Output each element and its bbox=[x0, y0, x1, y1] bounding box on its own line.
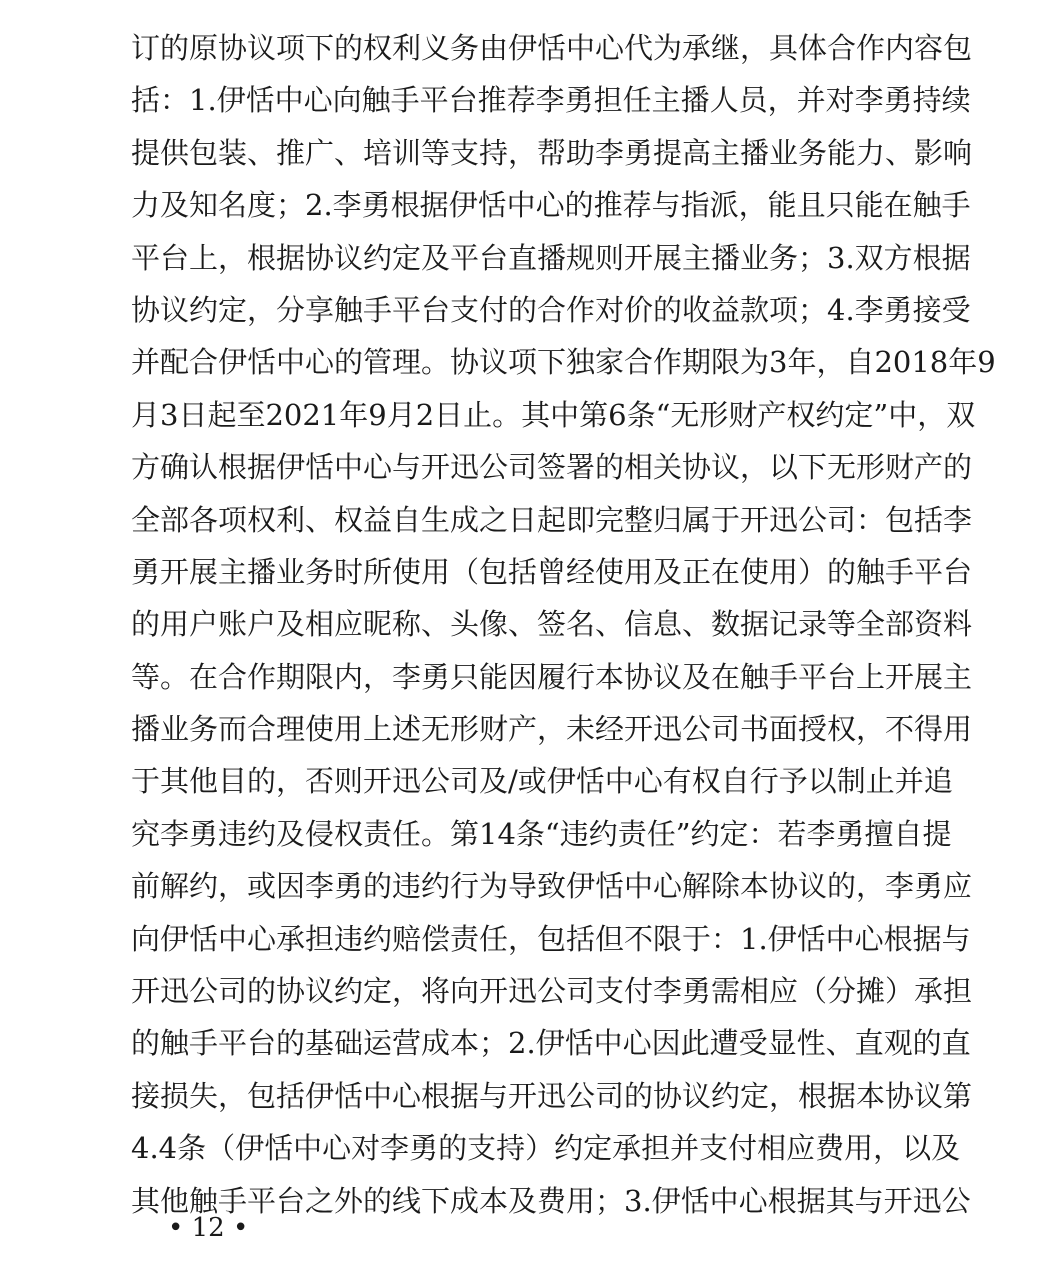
text-line: 协议约定，分享触手平台支付的合作对价的收益款项；4.李勇接受 bbox=[131, 292, 971, 327]
text-line: 接损失，包括伊恬中心根据与开迅公司的协议约定，根据本协议第 bbox=[131, 1078, 973, 1113]
text-line: 方确认根据伊恬中心与开迅公司签署的相关协议，以下无形财产的 bbox=[131, 450, 973, 485]
text-line: 提供包装、推广、培训等支持，帮助李勇提高主播业务能力、影响 bbox=[131, 135, 973, 170]
text-line: 勇开展主播业务时所使用（包括曾经使用及正在使用）的触手平台 bbox=[131, 554, 973, 589]
text-line: 于其他目的，否则开迅公司及/或伊恬中心有权自行予以制止并追 bbox=[131, 764, 953, 799]
text-line: 4.4条（伊恬中心对李勇的支持）约定承担并支付相应费用，以及 bbox=[131, 1131, 961, 1166]
text-line: 全部各项权利、权益自生成之日起即完整归属于开迅公司：包括李 bbox=[131, 502, 973, 537]
text-line: 并配合伊恬中心的管理。协议项下独家合作期限为3年，自2018年9 bbox=[131, 345, 996, 380]
text-line: 开迅公司的协议约定，将向开迅公司支付李勇需相应（分摊）承担 bbox=[131, 974, 973, 1009]
text-line: 订的原协议项下的权利义务由伊恬中心代为承继，具体合作内容包 bbox=[131, 31, 973, 65]
text-line: 前解约，或因李勇的违约行为导致伊恬中心解除本协议的，李勇应 bbox=[131, 869, 973, 904]
text-line: 向伊恬中心承担违约赔偿责任，包括但不限于：1.伊恬中心根据与 bbox=[131, 921, 971, 956]
text-line: 平台上，根据协议约定及平台直播规则开展主播业务；3.双方根据 bbox=[131, 240, 971, 275]
text-line: 等。在合作期限内，李勇只能因履行本协议及在触手平台上开展主 bbox=[131, 659, 973, 694]
page-number: • 12 • bbox=[168, 1213, 249, 1243]
text-line: 其他触手平台之外的线下成本及费用；3.伊恬中心根据其与开迅公 bbox=[131, 1183, 971, 1218]
text-line: 的触手平台的基础运营成本；2.伊恬中心因此遭受显性、直观的直 bbox=[131, 1026, 971, 1061]
document-body-text bbox=[131, 22, 996, 1227]
text-line: 括：1.伊恬中心向触手平台推荐李勇担任主播人员，并对李勇持续 bbox=[131, 83, 971, 118]
text-line: 的用户账户及相应昵称、头像、签名、信息、数据记录等全部资料 bbox=[131, 607, 973, 642]
text-line: 月3日起至2021年9月2日止。其中第6条“无形财产权约定”中，双 bbox=[131, 397, 976, 432]
text-line: 播业务而合理使用上述无形财产，未经开迅公司书面授权，不得用 bbox=[131, 712, 973, 747]
text-line: 力及知名度；2.李勇根据伊恬中心的推荐与指派，能且只能在触手 bbox=[131, 188, 971, 223]
text-line: 究李勇违约及侵权责任。第14条“违约责任”约定：若李勇擅自提 bbox=[131, 816, 952, 851]
